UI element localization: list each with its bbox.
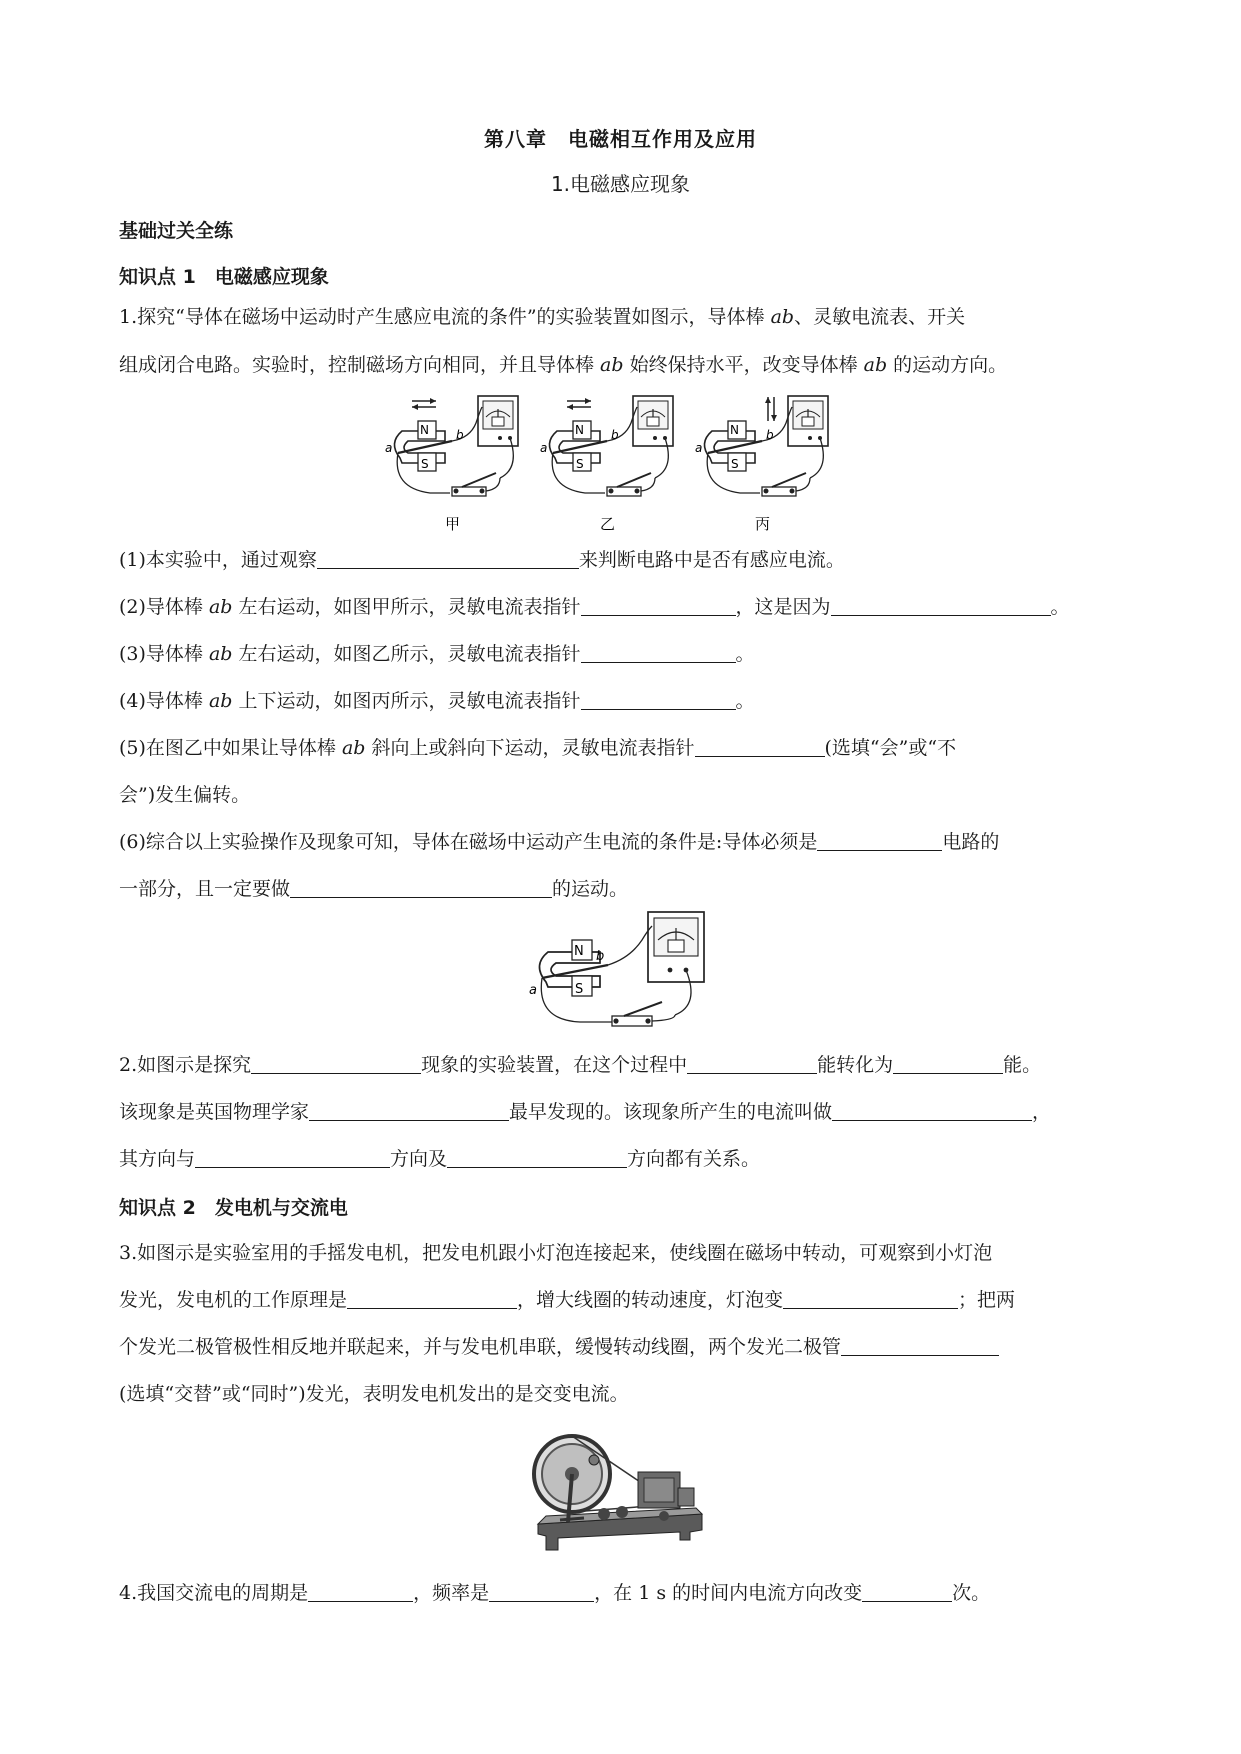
svg-text:S: S [421, 457, 429, 471]
svg-text:N: N [730, 423, 739, 437]
figure-jia [385, 396, 518, 533]
svg-text:S: S [731, 457, 739, 471]
answer-blank[interactable] [447, 1147, 627, 1168]
q1-part6-line2: 一部分，且一定要做 的运动。 [119, 878, 629, 900]
answer-blank[interactable] [831, 595, 1051, 616]
q1-part6-line1: (6)综合以上实验操作及现象可知，导体在磁场中运动产生电流的条件是:导体必须是 电路的 [119, 831, 1000, 853]
figure-label-bing: 丙 [755, 515, 771, 533]
q3-line1: 3.如图示是实验室用的手摇发电机，把发电机跟小灯泡连接起来，使线圈在磁场中转动，可观察到小灯泡 [119, 1242, 993, 1264]
q3-line3: 个发光二极管极性相反地并联起来，并与发电机串联，缓慢转动线圈，两个发光二极管 [119, 1334, 999, 1360]
answer-blank[interactable] [581, 642, 736, 663]
answer-blank[interactable] [581, 595, 736, 616]
svg-text:a: a [385, 441, 393, 455]
answer-blank[interactable] [862, 1581, 952, 1602]
answer-blank[interactable] [695, 736, 825, 757]
q1-part4: (4)导体棒 ab 上下运动，如图丙所示，灵敏电流表指针 。 [119, 690, 755, 712]
section-title: 1.电磁感应现象 [550, 172, 691, 196]
answer-blank[interactable] [841, 1335, 999, 1356]
q2-line3: 其方向与 方向及 方向都有关系。 [119, 1148, 761, 1170]
q1-apparatus-figures [385, 393, 860, 533]
answer-blank[interactable] [832, 1100, 1032, 1121]
answer-blank[interactable] [317, 548, 579, 569]
answer-blank[interactable] [893, 1053, 1003, 1074]
answer-blank[interactable] [489, 1581, 594, 1602]
svg-text:b: b [596, 949, 605, 964]
q1-part2: (2)导体棒 ab 左右运动，如图甲所示，灵敏电流表指针 ，这是因为 。 [119, 596, 1070, 618]
knowledge-point-1-heading: 知识点 1 电磁感应现象 [119, 266, 329, 288]
figure-bing [695, 396, 828, 533]
q2-line1: 2.如图示是探究 现象的实验装置，在这个过程中 能转化为 能。 [119, 1054, 1042, 1076]
svg-text:N: N [420, 423, 429, 437]
q3-line2: 发光，发电机的工作原理是 ，增大线圈的转动速度，灯泡变 ；把两 [119, 1289, 1016, 1311]
q2-line2: 该现象是英国物理学家 最早发现的。该现象所产生的电流叫做 ， [119, 1101, 1052, 1123]
answer-blank[interactable] [783, 1288, 958, 1309]
answer-blank[interactable] [290, 877, 552, 898]
svg-text:b: b [766, 428, 774, 442]
q1-stem-line1: 1.探究“导体在磁场中运动时产生感应电流的条件”的实验装置如图示，导体棒 ab、灵敏电流表、开关 [119, 306, 966, 328]
hand-crank-generator-figure [530, 1432, 710, 1557]
q1-part5-line2: 会”)发生偏转。 [119, 784, 251, 806]
svg-text:a: a [529, 983, 537, 998]
answer-blank[interactable] [347, 1288, 517, 1309]
answer-blank[interactable] [687, 1053, 817, 1074]
q2-apparatus-figure [530, 910, 715, 1030]
svg-text:S: S [575, 982, 584, 997]
answer-blank[interactable] [817, 830, 942, 851]
practice-heading: 基础过关全练 [119, 220, 234, 242]
svg-text:b: b [456, 428, 464, 442]
figure-label-yi: 乙 [600, 515, 616, 533]
answer-blank[interactable] [251, 1053, 421, 1074]
svg-text:a: a [695, 441, 703, 455]
chapter-title: 第八章 电磁相互作用及应用 [484, 127, 757, 151]
q1-stem-line2: 组成闭合电路。实验时，控制磁场方向相同，并且导体棒 ab 始终保持水平，改变导体棒 ab 的运动方向。 [119, 354, 1008, 376]
q1-part3: (3)导体棒 ab 左右运动，如图乙所示，灵敏电流表指针 。 [119, 643, 755, 665]
svg-text:S: S [576, 457, 584, 471]
svg-text:a: a [540, 441, 548, 455]
q1-part5-line1: (5)在图乙中如果让导体棒 ab 斜向上或斜向下运动，灵敏电流表指针 (选填“会”或“不 [119, 737, 957, 759]
q3-line4: (选填“交替”或“同时”)发光，表明发电机发出的是交变电流。 [119, 1383, 629, 1405]
answer-blank[interactable] [195, 1147, 390, 1168]
q1-part1: (1)本实验中，通过观察 来判断电路中是否有感应电流。 [119, 549, 845, 571]
q4-line: 4.我国交流电的周期是 ，频率是 ，在 1 s 的时间内电流方向改变 次。 [119, 1582, 991, 1604]
answer-blank[interactable] [309, 1100, 509, 1121]
figure-label-jia: 甲 [445, 515, 461, 533]
answer-blank[interactable] [581, 689, 736, 710]
svg-text:N: N [574, 944, 584, 959]
answer-blank[interactable] [308, 1581, 413, 1602]
knowledge-point-2-heading: 知识点 2 发电机与交流电 [119, 1197, 348, 1219]
svg-text:N: N [575, 423, 584, 437]
svg-text:b: b [611, 428, 619, 442]
figure-yi [540, 396, 673, 533]
